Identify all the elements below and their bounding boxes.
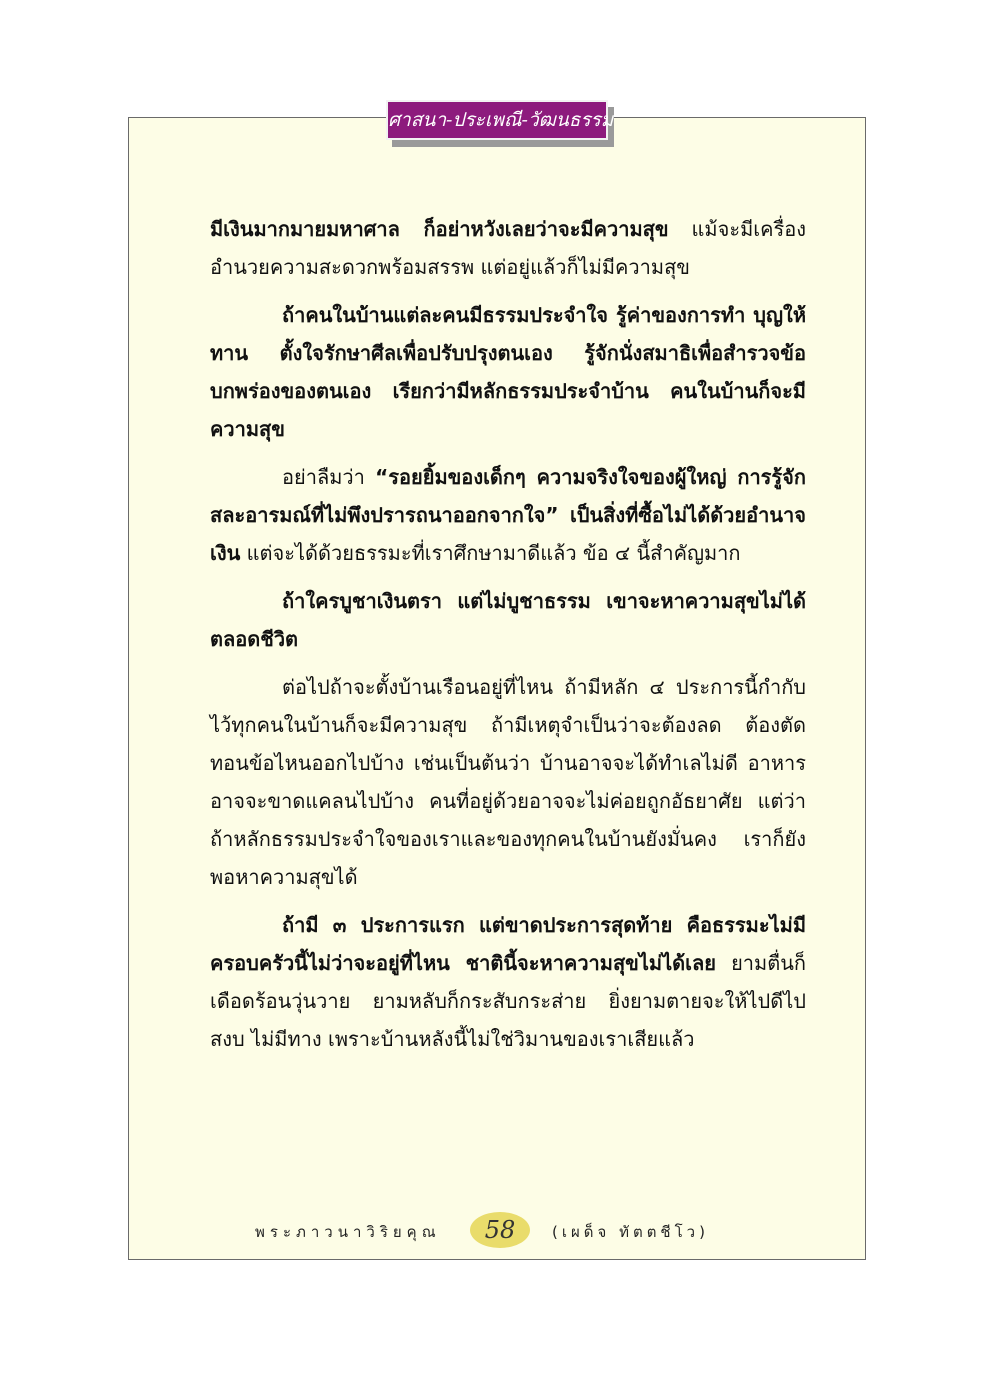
text-segment: ต่อไปถ้าจะตั้งบ้านเรือนอยู่ที่ไหน ถ้ามีหลัก ๔ ประการนี้กำกับไว้ทุกคนในบ้านก็จะมีความสุข ถ้ามีเหตุจำเป็นว่าจะต้องลด ต้องตัดทอนข้อไหนออกไปบ้าง เช่นเป็นต้นว่า บ้านอาจจะได้ทำเลไม่ดี อาหารอาจจะขาดแคลนไปบ้าง คนที่อยู่ด้วยอาจจะไม่ค่อยถูกอัธยาศัย แต่ว่าถ้าหลักธรรมประจำใจของเราและของทุกคนในบ้านยังมั่นคง เราก็ยังพอหาความสุขได้: [210, 675, 806, 889]
text-segment: “รอยยิ้มของเด็กๆ ความจริงใจของผู้ใหญ่ การรู้จักสละอารมณ์ที่ไม่พึงปรารถนาออกจากใจ” เป็นสิ่งที่ซื้อไม่ได้ด้วยอำนาจเงิน: [210, 465, 806, 565]
paragraph: [210, 458, 806, 572]
paragraph: [210, 582, 806, 658]
paragraph: [210, 668, 806, 896]
page-footer: [0, 1212, 1000, 1252]
paragraph: [210, 210, 806, 286]
text-segment: ถ้าใครบูชาเงินตรา แต่ไม่บูชาธรรม เขาจะหาความสุขไม่ได้ตลอดชีวิต: [210, 589, 806, 651]
body-text: [210, 210, 806, 1068]
text-segment: แม้จะมีเครื่องอำนวยความสะดวกพร้อมสรรพ แต่อยู่แล้วก็ไม่มีความสุข: [210, 217, 806, 279]
paragraph: [210, 296, 806, 448]
author-name: พระภาวนาวิริยคุณ: [255, 1223, 441, 1241]
text-segment: แต่จะได้ด้วยธรรมะที่เราศึกษามาดีแล้ว ข้อ ๔ นี้สำคัญมาก: [240, 541, 741, 565]
section-title-tab: ศาสนา-ประเพณี-วัฒนธรรม: [386, 100, 608, 140]
text-segment: ถ้ามี ๓ ประการแรก แต่ขาดประการสุดท้าย คือธรรมะไม่มี ครอบครัวนี้ไม่ว่าจะอยู่ที่ไหน ชาตินี้จะหาความสุขไม่ได้เลย: [210, 913, 806, 975]
text-segment: ถ้าคนในบ้านแต่ละคนมีธรรมประจำใจ รู้ค่าของการทำ บุญให้ทาน ตั้งใจรักษาศีลเพื่อปรับปรุงตนเอง รู้จักนั่งสมาธิเพื่อสำรวจข้อบกพร่องของตนเอง เรียกว่ามีหลักธรรมประจำบ้าน คนในบ้านก็จะมีความสุข: [210, 303, 806, 441]
author-secondary-name: (เผด็จ ทัตตชีโว): [552, 1223, 709, 1241]
text-segment: มีเงินมากมายมหาศาล ก็อย่าหวังเลยว่าจะมีความสุข: [210, 217, 669, 241]
page-number-badge: 58: [470, 1212, 530, 1248]
paragraph: [210, 906, 806, 1058]
text-segment: ยามตื่นก็เดือดร้อนวุ่นวาย ยามหลับก็กระสับกระส่าย ยิ่งยามตายจะให้ไปดีไปสงบ ไม่มีทาง เพราะบ้านหลังนี้ไม่ใช่วิมานของเราเสียแล้ว: [210, 951, 806, 1051]
text-segment: อย่าลืมว่า: [282, 465, 376, 489]
